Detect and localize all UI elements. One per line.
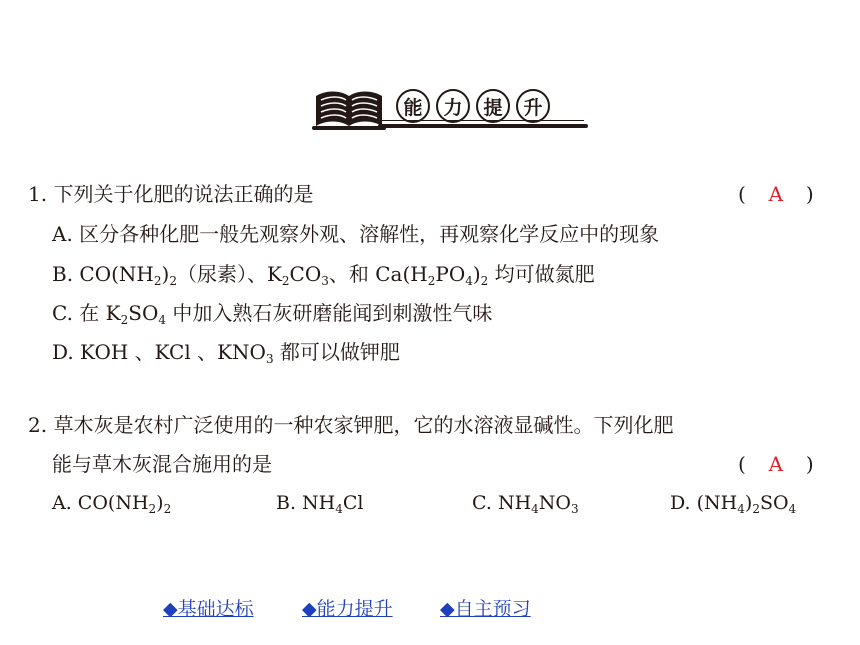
section-title [396, 89, 550, 123]
q2-option-a: A. $CO(NH_2)_2$ [52, 492, 172, 516]
q2-option-c: C. $NH_4NO_3$ [472, 492, 579, 516]
nav-link-ability[interactable]: ◆能力提升 [302, 598, 393, 620]
q2-stem-line2: 能与草木灰混合施用的是 [52, 452, 272, 476]
open-book-icon [312, 82, 386, 134]
q1-option-c: C. 在 $K_2SO_4$ 中加入熟石灰研磨能闻到刺激性气味 [52, 301, 493, 327]
q1-answer-bracket: ( A ) [738, 174, 814, 214]
title-char: 力 [436, 89, 470, 123]
q2-stem-line1: 2. 草木灰是农村广泛使用的一种农家钾肥，它的水溶液显碱性。下列化肥 [28, 413, 674, 437]
q2-option-d: D. $(NH_4)_2SO_4$ [670, 492, 797, 516]
title-char: 升 [516, 89, 550, 123]
title-char: 提 [476, 89, 510, 123]
q1-answer: A [768, 182, 784, 206]
nav-link-basic[interactable]: ◆基础达标 [163, 598, 254, 620]
q2-option-b: B. $NH_4Cl$ [276, 492, 364, 516]
q1-option-b: B. $CO(NH_2)_2$（尿素）、$K_2CO_3$、和 $Ca(H_2PO_4)_2$ 均可做氮肥 [52, 262, 595, 288]
q1-stem: 1. 下列关于化肥的说法正确的是 [28, 182, 314, 206]
section-banner [312, 80, 592, 136]
q2-answer: A [768, 452, 784, 476]
q1-option-d: D. KOH 、KCl 、$KNO_3$ 都可以做钾肥 [52, 340, 400, 366]
banner-rule [378, 120, 584, 121]
nav-link-preview[interactable]: ◆自主预习 [440, 598, 531, 620]
title-char: 能 [396, 89, 430, 123]
q1-option-a: A. 区分各种化肥一般先观察外观、溶解性，再观察化学反应中的现象 [52, 222, 660, 246]
q2-answer-bracket: ( A ) [738, 444, 814, 484]
banner-rule [378, 124, 588, 128]
